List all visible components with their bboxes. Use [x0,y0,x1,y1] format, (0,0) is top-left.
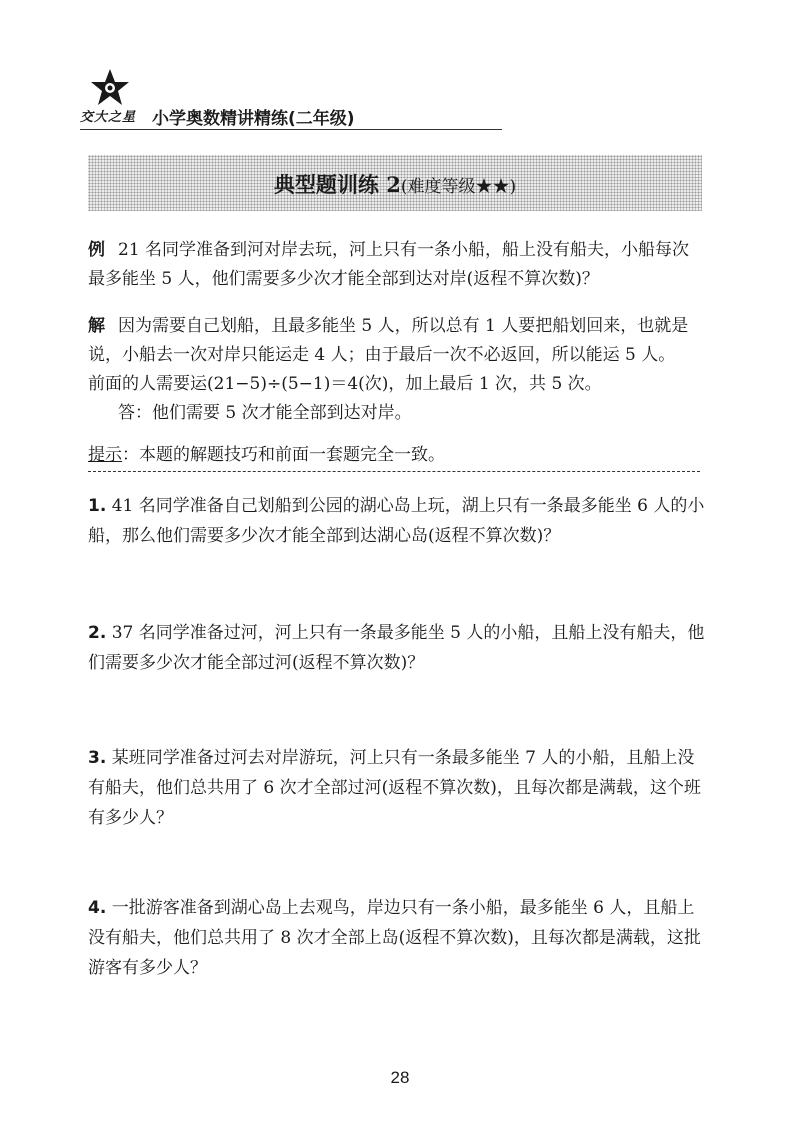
logo [80,68,144,128]
dashed-divider [88,471,700,472]
question-text: 37 名同学准备过河，河上只有一条最多能坐 5 人的小船，且船上没有船夫，他们需要多少次才能全部过河(返程不算次数)？ [88,623,705,673]
question-text: 某班同学准备过河去对岸游玩，河上只有一条最多能坐 7 人的小船，且船上没有船夫，他们总共用了 6 次才全部过河(返程不算次数)，且每次都是满载，这个班有多少人？ [88,748,701,828]
question-3 [88,743,708,833]
page-number: 28 [390,1068,410,1087]
book-title: 小学奥数精讲精练(二年级) [152,109,355,129]
question-1 [88,491,708,551]
question-4 [88,893,708,983]
solution-answer: 答：他们需要 5 次才能全部到达对岸。 [118,403,412,423]
page-header [80,68,700,130]
section-title-text: 典型题训练 2 [273,172,401,197]
question-number: 4. [88,898,107,918]
question-text: 41 名同学准备自己划船到公园的湖心岛上玩，湖上只有一条最多能坐 6 人的小船，那么他们需要多少次才能全部到达湖心岛(返程不算次数)？ [88,496,705,546]
star-logo-icon [88,68,132,108]
solution-line-2: 前面的人需要运(21−5)÷(5−1)＝4(次)，加上最后 1 次，共 5 次。 [88,374,602,394]
example-text: 21 名同学准备到河对岸去玩，河上只有一条小船，船上没有船夫，小船每次最多能坐 5 人，他们需要多少次才能全部到达对岸(返程不算次数)？ [88,240,690,289]
difficulty-level: (难度等级★★) [400,177,517,197]
header-divider [80,129,502,130]
solution-block [88,312,703,428]
question-text: 一批游客准备到湖心岛上去观鸟，岸边只有一条小船，最多能坐 6 人，且船上没有船夫，他们总共用了 8 次才全部上岛(返程不算次数)，且每次都是满载，这批游客有多少人？ [88,898,701,978]
example-label: 例 [88,240,105,260]
tip-text: ：本题的解题技巧和前面一套题完全一致。 [122,445,445,465]
question-number: 1. [88,496,107,516]
question-number: 3. [88,748,107,768]
question-number: 2. [88,623,107,643]
solution-label: 解 [88,316,105,336]
tip [88,440,445,465]
section-banner [88,155,702,211]
logo-text: 交大之星 [80,110,137,125]
tip-label: 提示 [88,445,122,465]
example-block [88,236,703,294]
solution-line-1: 因为需要自己划船，且最多能坐 5 人，所以总有 1 人要把船划回来，也就是说，小船去一次对岸只能运走 4 人；由于最后一次不必返回，所以能运 5 人。 [88,316,689,365]
section-title [88,169,702,199]
question-2 [88,618,708,678]
